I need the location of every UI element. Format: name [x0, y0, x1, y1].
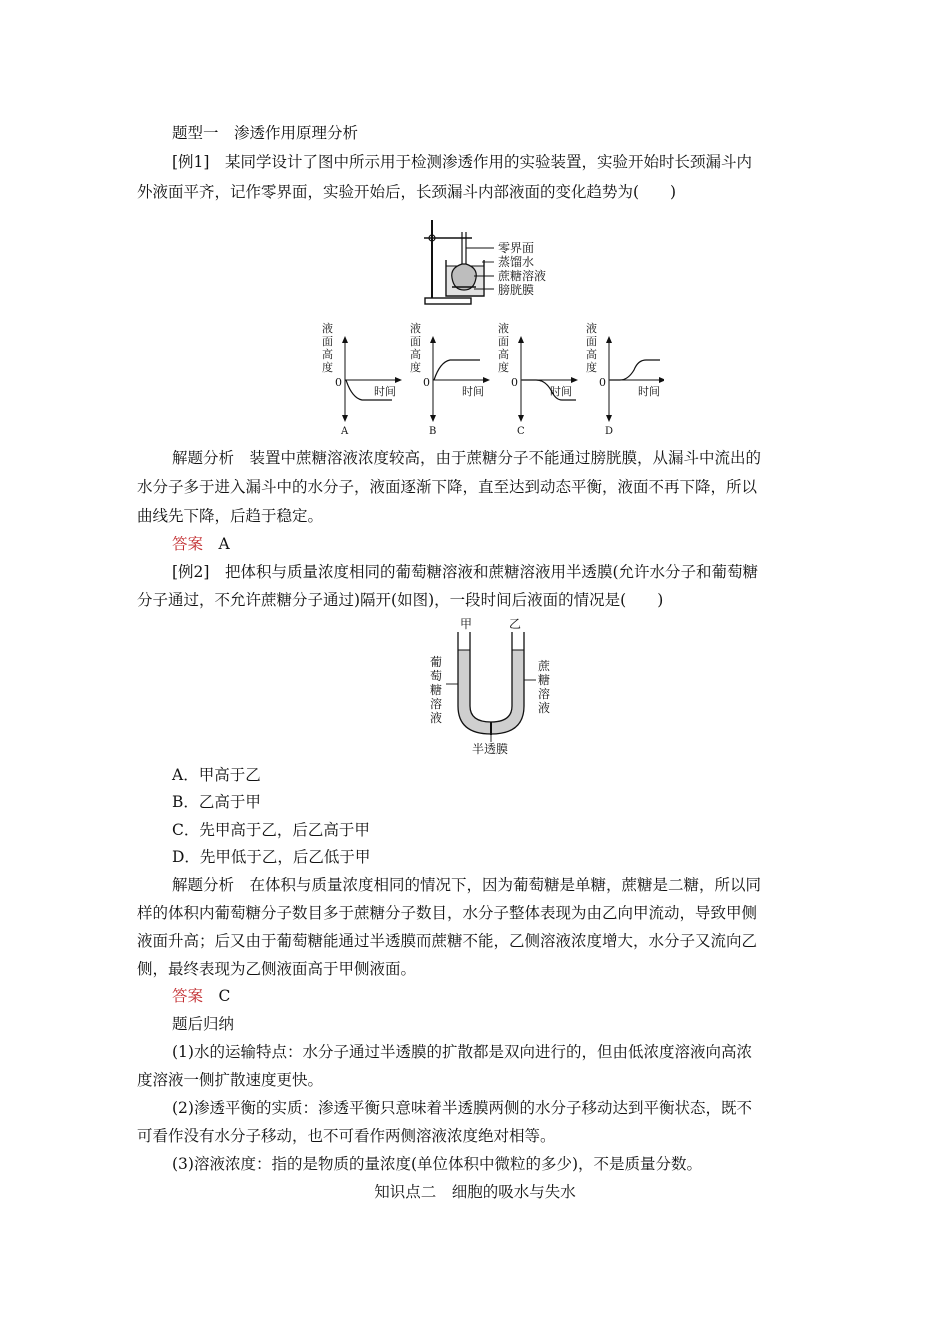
label-distilled-water: 蒸馏水	[498, 255, 535, 269]
example2-analysis-line1	[172, 875, 761, 895]
graph-d-origin: 0	[599, 376, 606, 389]
tube-label-yi: 乙	[509, 617, 522, 631]
example2-tag: [例2]	[172, 563, 210, 581]
right-solution-char-4: 液	[538, 701, 551, 715]
left-solution-char-4: 溶	[430, 697, 443, 711]
summary-p2-line2: 可看作没有水分子移动，也不可看作两侧溶液浓度绝对相等。	[137, 1127, 556, 1145]
example2-question-line1	[172, 562, 758, 582]
graph-c-ylabel-2: 面	[498, 335, 509, 348]
example1-answer	[172, 534, 230, 554]
graph-b-ylabel-4: 度	[410, 361, 421, 374]
graph-a-ylabel-1: 液	[322, 322, 333, 335]
graph-a-ylabel-4: 度	[322, 361, 333, 374]
example1-analysis-line2: 水分子多于进入漏斗中的水分子，液面逐渐下降，直至达到动态平衡，液面不再下降，所以	[137, 478, 758, 496]
u-tube-figure	[426, 614, 562, 756]
summary-title: 题后归纳	[172, 1015, 235, 1033]
example1-question-line2: 外液面平齐，记作零界面，实验开始后，长颈漏斗内部液面的变化趋势为( )	[137, 183, 677, 201]
graph-b-xlabel: 时间	[462, 385, 484, 398]
example2-analysis-line2: 样的体积内葡萄糖分子数目多于蔗糖分子数目，水分子整体表现为由乙向甲流动，导致甲侧	[137, 904, 758, 922]
right-solution-char-3: 溶	[538, 687, 551, 701]
example1-analysis-line1	[172, 448, 761, 468]
graph-a-xlabel: 时间	[374, 385, 396, 398]
graph-d-option: D	[605, 426, 614, 436]
graph-c	[498, 321, 578, 436]
summary-p2-line1: (2)渗透平衡的实质：渗透平衡只意味着半透膜两侧的水分子移动达到平衡状态，既不	[172, 1099, 752, 1117]
left-solution-char-1: 葡	[430, 655, 443, 669]
example2-analysis-label: 解题分析	[172, 876, 235, 894]
graph-d-ylabel-4: 度	[586, 361, 597, 374]
example1-analysis-label: 解题分析	[172, 449, 235, 467]
graph-b-option: B	[429, 426, 437, 436]
choice-d: D．先甲低于乙，后乙低于甲	[172, 848, 371, 866]
graph-c-ylabel-4: 度	[498, 361, 509, 374]
example2-answer-label: 答案	[172, 987, 204, 1005]
example1-analysis-line3: 曲线先下降，后趋于稳定。	[137, 507, 324, 525]
apparatus-drawing	[424, 220, 546, 304]
graph-d	[586, 321, 664, 436]
graph-a	[322, 321, 402, 436]
graph-a-option: A	[341, 426, 349, 436]
right-solution-char-2: 糖	[538, 673, 551, 687]
example2-analysis-line3: 液面升高；后又由于葡萄糖能通过半透膜而蔗糖不能，乙侧溶液浓度增大，水分子又流向乙	[137, 932, 758, 950]
osmosis-apparatus-figure	[312, 212, 664, 436]
left-solution-char-3: 糖	[430, 683, 443, 697]
membrane-label: 半透膜	[472, 742, 509, 756]
left-solution-char-2: 萄	[430, 669, 443, 683]
label-sucrose-solution: 蔗糖溶液	[498, 269, 547, 283]
tube-label-jia: 甲	[460, 617, 473, 631]
left-solution-char-5: 液	[430, 711, 443, 725]
graph-c-option: C	[517, 426, 525, 436]
graph-d-ylabel-1: 液	[586, 322, 597, 335]
graph-b	[410, 321, 490, 436]
example1-answer-value: A	[218, 535, 230, 553]
graph-d-ylabel-2: 面	[586, 335, 597, 348]
graph-b-ylabel-1: 液	[410, 322, 421, 335]
graph-d-ylabel-3: 高	[586, 348, 597, 361]
example2-text-a: 把体积与质量浓度相同的葡萄糖溶液和蔗糖溶液用半透膜(允许水分子和葡萄糖	[224, 563, 759, 581]
summary-p1-line2: 度溶液一侧扩散速度更快。	[137, 1071, 324, 1089]
example1-question-line1	[172, 152, 752, 172]
graph-c-xlabel: 时间	[550, 385, 572, 398]
right-solution-char-1: 蔗	[538, 659, 551, 673]
example1-tag: [例1]	[172, 153, 210, 171]
graph-a-ylabel-3: 高	[322, 348, 333, 361]
example2-answer-value: C	[218, 987, 231, 1005]
graph-c-ylabel-3: 高	[498, 348, 509, 361]
example2-question-line2: 分子通过，不允许蔗糖分子通过)隔开(如图)，一段时间后液面的情况是( )	[137, 591, 664, 609]
graph-c-origin: 0	[511, 376, 518, 389]
example1-text-a: 某同学设计了图中所示用于检测渗透作用的实验装置，实验开始时长颈漏斗内	[224, 153, 752, 171]
choice-c: C．先甲高于乙，后乙高于甲	[172, 821, 370, 839]
choice-b: B．乙高于甲	[172, 793, 261, 811]
label-zero-interface: 零界面	[498, 241, 535, 255]
example1-analysis-text1: 装置中蔗糖溶液浓度较高，由于蔗糖分子不能通过膀胱膜，从漏斗中流出的	[249, 449, 762, 467]
label-bladder-membrane: 膀胱膜	[498, 283, 535, 297]
summary-p3: (3)溶液浓度：指的是物质的量浓度(单位体积中微粒的多少)，不是质量分数。	[172, 1155, 703, 1173]
section-title: 题型一 渗透作用原理分析	[172, 124, 359, 142]
graph-a-origin: 0	[335, 376, 342, 389]
next-section-title: 知识点二 细胞的吸水与失水	[374, 1183, 576, 1201]
choice-a: A．甲高于乙	[172, 766, 261, 784]
graph-d-xlabel: 时间	[638, 385, 660, 398]
example2-answer	[172, 986, 230, 1006]
example2-analysis-text1: 在体积与质量浓度相同的情况下，因为葡萄糖是单糖，蔗糖是二糖，所以同	[249, 876, 762, 894]
graph-c-ylabel-1: 液	[498, 322, 509, 335]
graph-b-ylabel-3: 高	[410, 348, 421, 361]
summary-p1-line1: (1)水的运输特点：水分子通过半透膜的扩散都是双向进行的，但由低浓度溶液向高浓	[172, 1043, 752, 1061]
graph-b-ylabel-2: 面	[410, 335, 421, 348]
graph-a-ylabel-2: 面	[322, 335, 333, 348]
graph-b-origin: 0	[423, 376, 430, 389]
example1-answer-label: 答案	[172, 535, 204, 553]
example2-analysis-line4: 侧，最终表现为乙侧液面高于甲侧液面。	[137, 960, 417, 978]
